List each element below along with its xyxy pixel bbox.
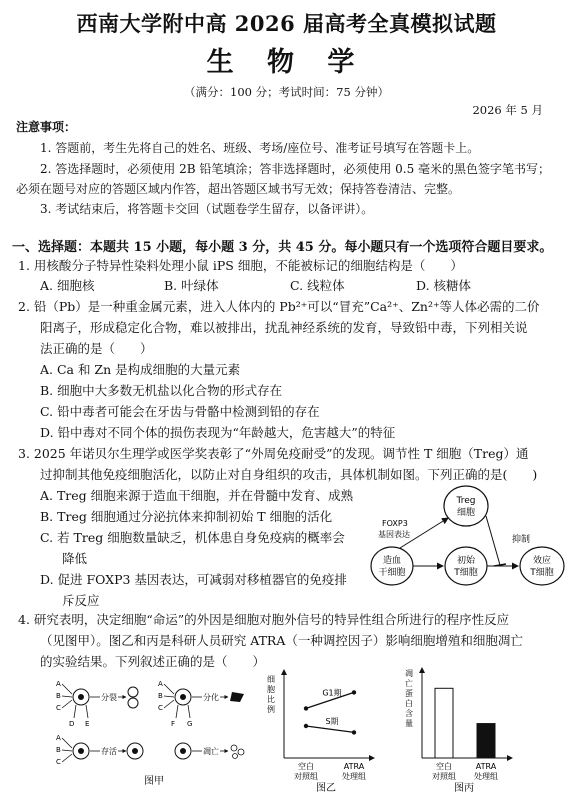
figure-b-chart xyxy=(262,668,382,794)
q3-stem-line: 3. 2025 年诺贝尔生理学或医学奖表彰了“外周免疫耐受”的发现。调节性 T 细胞（Treg）通 xyxy=(18,446,529,461)
q1-option-a: A. 细胞核 xyxy=(40,278,95,293)
signal-line xyxy=(74,705,76,718)
q4-stem-line: 4. 研究表明，决定细胞“命运”的外因是细胞对胞外信号的特异性组合所进行的程序性反应 xyxy=(18,612,510,627)
y-axis-label-char: 例 xyxy=(267,705,275,714)
signal-line xyxy=(86,705,88,718)
q2-option-c: C. 铅中毒者可能会在牙齿与骨骼中检测到铅的存在 xyxy=(40,404,320,419)
q3-option-c-cont: 降低 xyxy=(62,551,88,566)
series-line-s xyxy=(306,726,354,732)
note-item: 1. 答题前，考生先将自己的姓名、班级、考场/座位号、准考证号填写在答题卡上。 xyxy=(40,141,480,155)
treg-cell-node xyxy=(444,486,488,526)
signal-line xyxy=(62,754,72,762)
exam-date: 2026 年 5 月 xyxy=(472,103,543,117)
nucleus-icon xyxy=(78,694,84,700)
treg-label: Treg xyxy=(456,496,476,506)
q4-stem-line: 的实验结果。下列叙述正确的是（ ） xyxy=(40,654,266,669)
signal-line xyxy=(62,684,72,694)
x-tick-label: ATRA xyxy=(343,762,365,771)
q3-option-d: D. 促进 FOXP3 基因表达，可减弱对移植器官的免疫排 xyxy=(40,572,347,587)
signal-line xyxy=(188,705,190,718)
fate-differentiate-group xyxy=(158,680,244,728)
signal-label: B xyxy=(56,746,61,754)
bar-control xyxy=(435,688,453,758)
fate-label: 分化 xyxy=(203,693,219,702)
q3-option-b: B. Treg 细胞通过分泌抗体来抑制初始 T 细胞的活化 xyxy=(40,509,333,524)
fate-label: 凋亡 xyxy=(203,747,219,756)
q1-stem: 1. 用核酸分子特异性染料处理小鼠 iPS 细胞，不能被标记的细胞结构是（ ） xyxy=(18,258,463,273)
naive-t-node xyxy=(445,547,487,585)
q3-option-a: A. Treg 细胞来源于造血干细胞，并在骨髓中发育、成熟 xyxy=(40,488,354,503)
y-axis-label-char: 蛋 xyxy=(405,689,413,698)
hsc-label: 干细胞 xyxy=(378,568,406,578)
foxp3-label: FOXP3 xyxy=(382,519,408,528)
x-tick-label: 对照组 xyxy=(294,772,318,781)
y-axis-label-char: 凋 xyxy=(405,669,413,678)
x-tick-label: 处理组 xyxy=(342,772,366,781)
signal-label: D xyxy=(69,720,75,728)
q3-option-d-cont: 斥反应 xyxy=(62,593,100,608)
signal-line xyxy=(176,705,178,718)
signal-label: C xyxy=(56,758,61,766)
signal-label: A xyxy=(56,734,61,742)
differentiated-cell-icon xyxy=(230,692,244,702)
effector-t-label: T细胞 xyxy=(530,568,554,578)
y-axis-label-char: 亡 xyxy=(405,679,413,688)
data-point xyxy=(352,730,356,734)
signal-line xyxy=(62,750,72,751)
signal-line xyxy=(164,700,174,708)
nucleus-icon xyxy=(132,748,138,754)
y-axis-label-char: 含 xyxy=(405,709,413,718)
x-tick-label: 空白 xyxy=(436,762,452,771)
y-axis-label-char: 细 xyxy=(267,675,275,684)
foxp3-label: 基因表达 xyxy=(378,530,410,539)
inhibit-line xyxy=(486,516,500,565)
data-point xyxy=(352,690,356,694)
y-axis-label-char: 比 xyxy=(267,695,275,704)
x-tick-label: 空白 xyxy=(298,762,314,771)
signal-line xyxy=(62,700,72,708)
q2-stem-line: 阳离子，形成稳定化合物，难以被排出，扰乱神经系统的发育，导致铅中毒，下列相关说 xyxy=(40,320,528,335)
figure-b-caption: 图乙 xyxy=(316,783,336,794)
q3-stem-line: 过抑制其他免疫细胞活化，以防止对自身组织的攻击，具体机制如图。下列正确的是( ) xyxy=(40,467,538,482)
q2-option-b: B. 细胞中大多数无机盐以化合物的形式存在 xyxy=(40,383,283,398)
q2-option-a: A. Ca 和 Zn 是构成细胞的大量元素 xyxy=(40,362,241,377)
nucleus-icon xyxy=(78,748,84,754)
score-time: （满分：100 分；考试时间：75 分钟） xyxy=(184,85,389,99)
cell-icon xyxy=(128,698,138,708)
effector-t-node xyxy=(520,547,564,585)
q2-stem-line: 法正确的是（ ） xyxy=(40,341,153,356)
hsc-label: 造血 xyxy=(382,556,402,566)
signal-line xyxy=(62,738,72,748)
signal-line xyxy=(164,696,174,697)
signal-line xyxy=(62,696,72,697)
q2-option-d: D. 铅中毒对不同个体的损伤表现为“年龄越大，危害越大”的特征 xyxy=(40,425,396,440)
signal-label: B xyxy=(56,692,61,700)
apoptotic-body-icon xyxy=(231,745,237,751)
figure-a-caption: 图甲 xyxy=(144,776,164,787)
x-tick-label: ATRA xyxy=(475,762,497,771)
effector-t-label: 效应 xyxy=(532,556,552,566)
figure-c-chart xyxy=(400,664,520,794)
bar-atra xyxy=(477,724,495,758)
note-item: 3. 考试结束后，将答题卡交回（试题卷学生留存，以备评讲）。 xyxy=(40,202,374,216)
signal-label: C xyxy=(56,704,61,712)
series-label: S期 xyxy=(325,717,339,727)
y-axis-label-char: 量 xyxy=(405,719,413,728)
fate-label: 存活 xyxy=(101,747,117,756)
signal-label: C xyxy=(158,704,163,712)
q1-option-d: D. 核糖体 xyxy=(416,278,472,293)
q2-stem-line: 2. 铅（Pb）是一种重金属元素，进入人体内的 Pb²⁺可以“冒充”Ca²⁺、Zn²⁺等人体必需的二价 xyxy=(18,299,540,314)
cell-icon xyxy=(128,687,138,697)
treg-label: 细胞 xyxy=(456,508,476,518)
fate-apoptosis-group xyxy=(175,743,244,759)
treg-mechanism-diagram xyxy=(370,478,570,596)
fate-survive-group xyxy=(56,734,143,766)
series-label: G1期 xyxy=(322,688,342,698)
signal-label: F xyxy=(171,720,176,728)
fate-label: 分裂 xyxy=(101,693,117,702)
naive-t-label: T细胞 xyxy=(454,568,478,578)
figure-c-caption: 图丙 xyxy=(454,783,474,794)
q3-option-c: C. 若 Treg 细胞数量缺乏，机体患自身免疫病的概率会 xyxy=(40,530,345,545)
signal-label: A xyxy=(158,680,163,688)
inhibit-label: 抑制 xyxy=(512,535,531,545)
data-point xyxy=(304,706,308,710)
note-item: 2. 答选择题时，必须使用 2B 铅笔填涂；答非选择题时，必须使用 0.5 毫米的黑色签字笔书写； xyxy=(40,162,551,176)
note-item: 必须在题号对应的答题区域内作答，超出答题区域书写无效；保持答卷清洁、完整。 xyxy=(16,182,461,196)
data-point xyxy=(304,724,308,728)
signal-label: E xyxy=(85,720,90,728)
y-axis-label-char: 胞 xyxy=(267,685,275,694)
hsc-node xyxy=(371,547,413,585)
x-tick-label: 处理组 xyxy=(474,772,498,781)
figure-a-cell-fate xyxy=(54,672,254,790)
signal-line xyxy=(164,684,174,694)
section-heading: 一、选择题：本题共 15 小题，每小题 3 分，共 45 分。每小题只有一个选项符合题目要求。 xyxy=(12,240,553,255)
nucleus-icon xyxy=(180,694,186,700)
notes-heading: 注意事项： xyxy=(16,120,77,134)
y-axis-label-char: 白 xyxy=(405,699,413,708)
fate-divide-group xyxy=(56,680,138,728)
q1-option-b: B. 叶绿体 xyxy=(164,278,219,293)
signal-label: G xyxy=(187,720,193,728)
naive-t-label: 初始 xyxy=(456,556,476,566)
x-tick-label: 对照组 xyxy=(432,772,456,781)
nucleus-icon xyxy=(180,748,186,754)
q4-stem-line: （见图甲）。图乙和丙是科研人员研究 ATRA（一种调控因子）影响细胞增殖和细胞凋亡 xyxy=(40,633,523,648)
exam-title: 西南大学附中高 2026 届高考全真模拟试题 xyxy=(76,11,497,36)
subject-title: 生 物 学 xyxy=(206,47,367,78)
q1-option-c: C. 线粒体 xyxy=(290,278,345,293)
apoptotic-body-icon xyxy=(238,749,244,755)
apoptotic-body-icon xyxy=(233,754,238,759)
signal-label: B xyxy=(158,692,163,700)
signal-label: A xyxy=(56,680,61,688)
